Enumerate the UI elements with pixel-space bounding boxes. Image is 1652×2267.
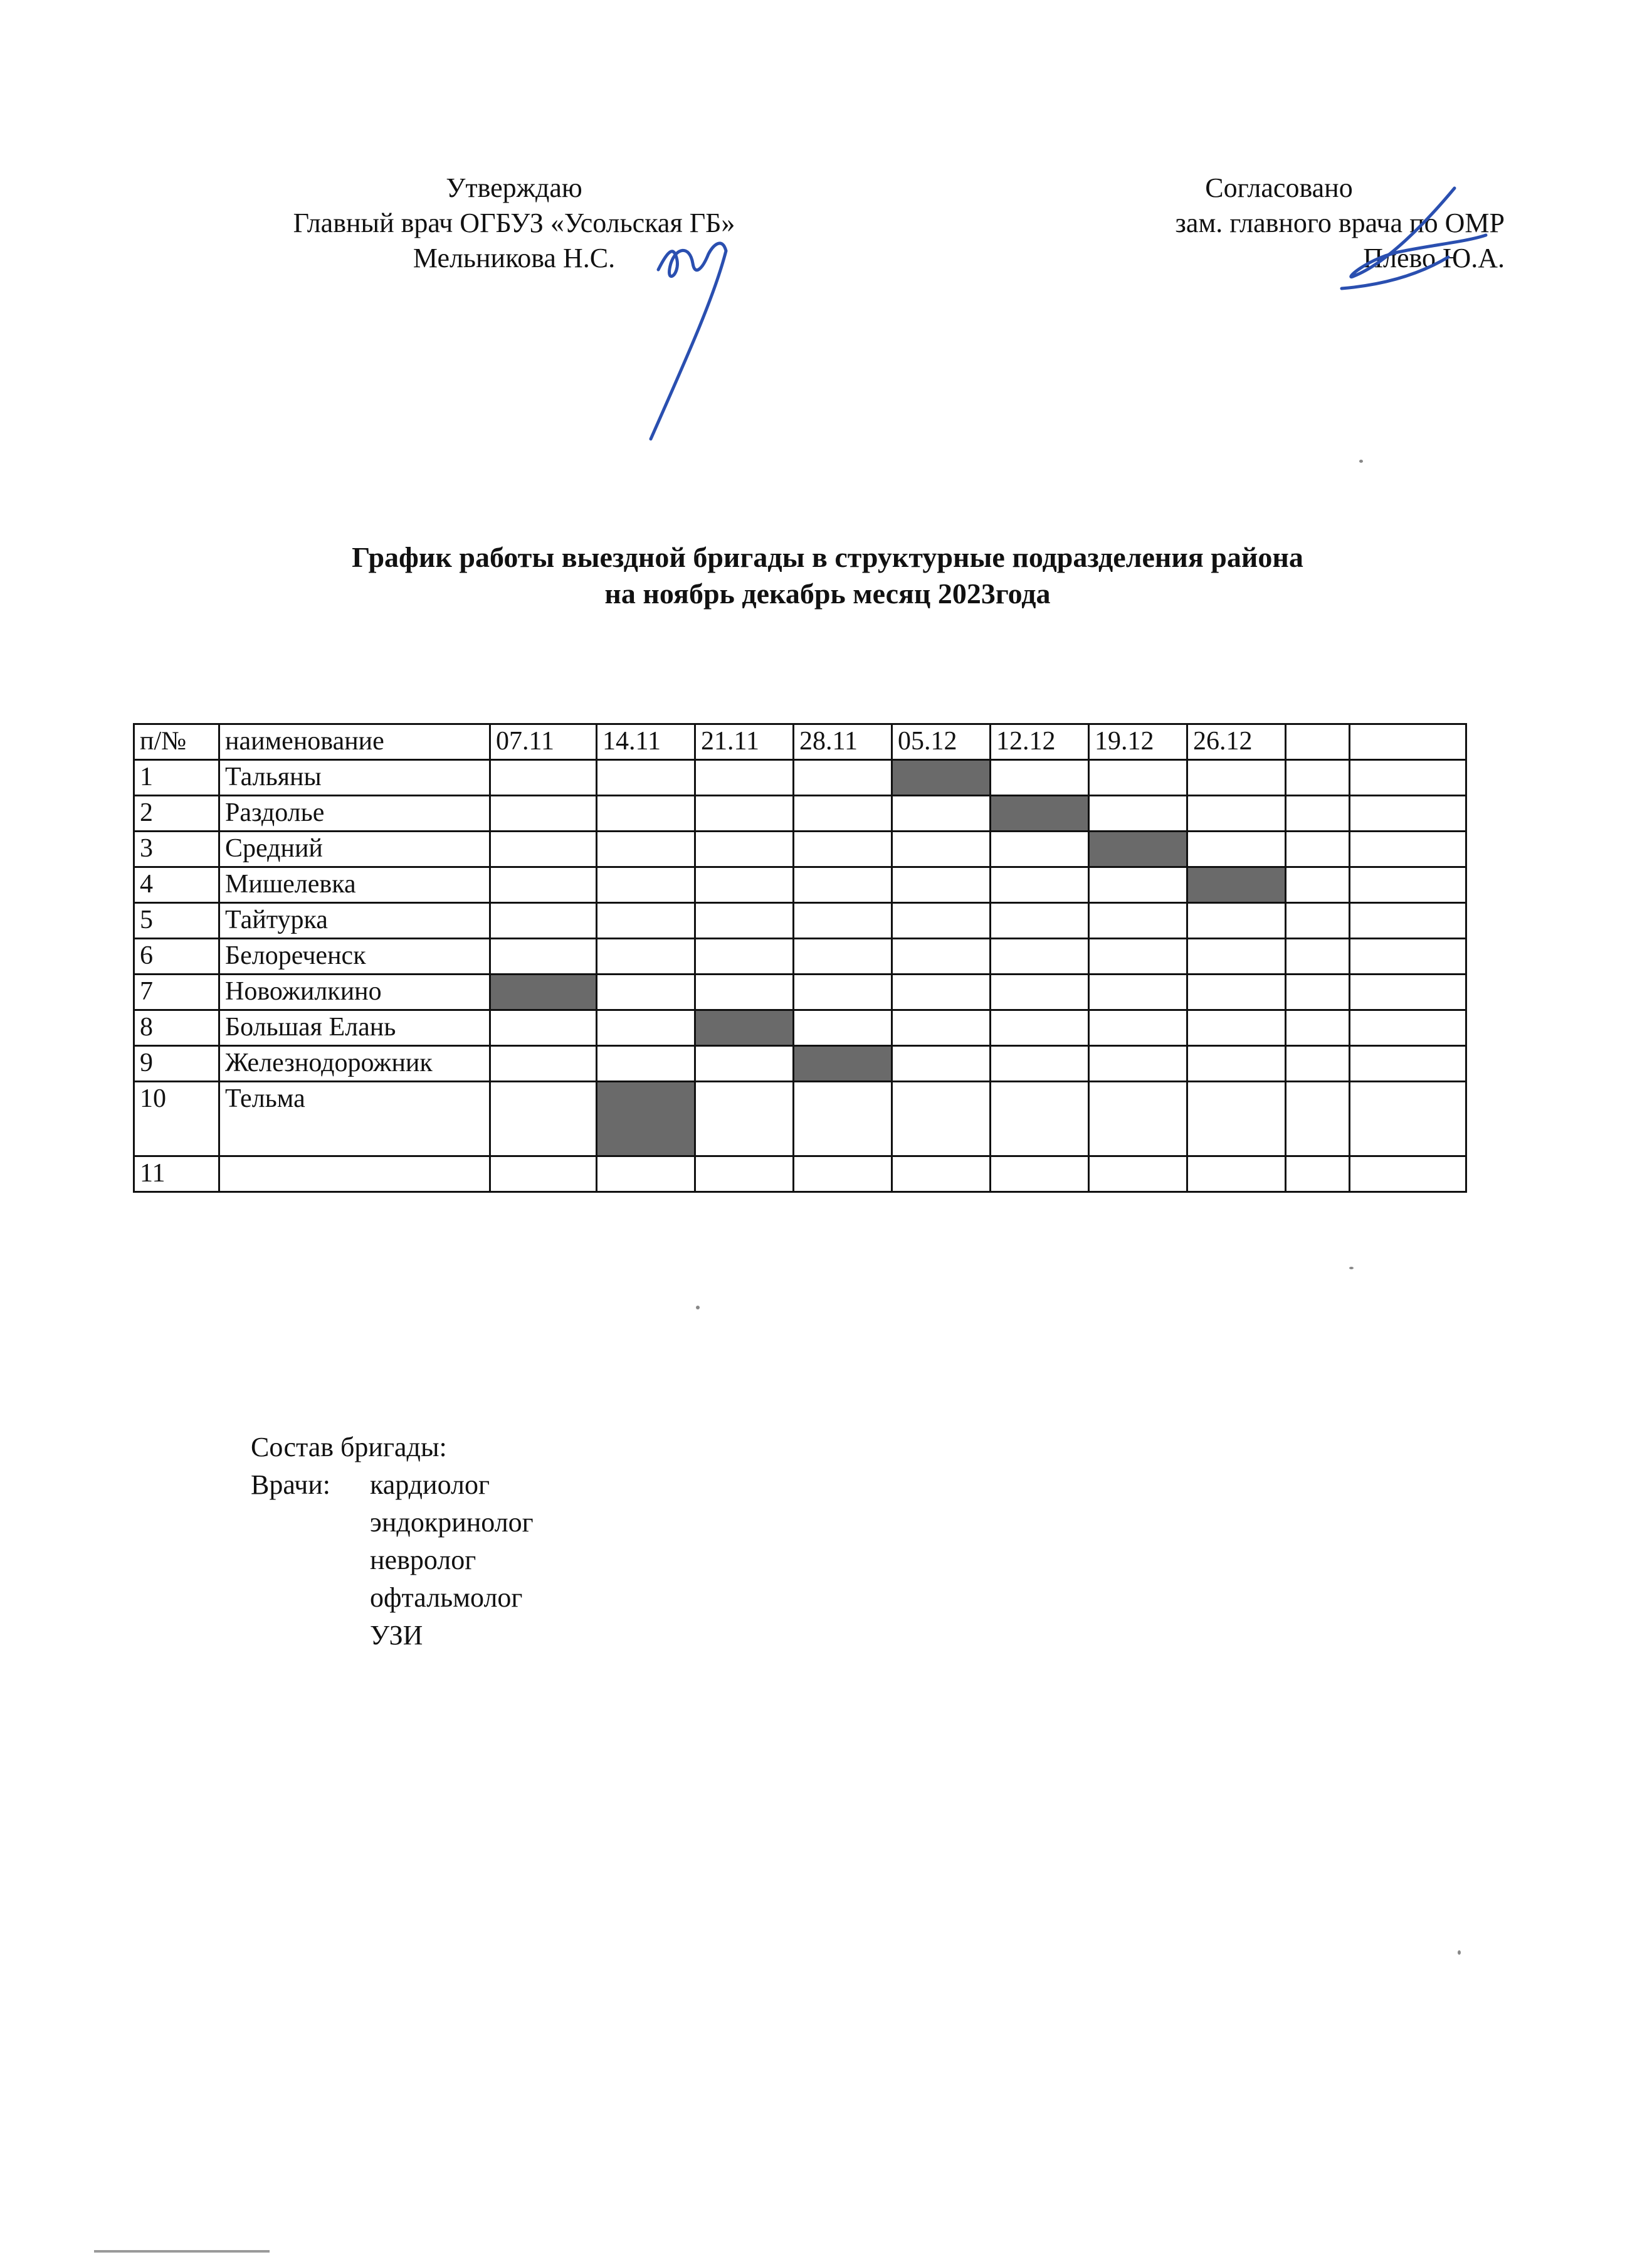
schedule-cell [1350,796,1466,832]
schedule-cell [794,1156,892,1192]
crew-section [251,1429,534,1654]
schedule-cell [1089,939,1187,975]
scheduled-visit-cell [892,760,991,796]
row-number-cell: 11 [134,1156,219,1192]
table-header-row [134,724,1466,760]
doctor-item: офтальмолог [370,1582,523,1613]
schedule-cell [695,939,794,975]
table-header-cell [1350,724,1466,760]
row-number-cell: 4 [134,867,219,903]
table-row [134,796,1466,832]
schedule-cell [892,939,991,975]
schedule-cell [794,867,892,903]
schedule-cell [1350,1082,1466,1156]
schedule-cell [1350,975,1466,1010]
scan-edge-mark [94,2250,270,2253]
schedule-cell [490,1082,597,1156]
schedule-cell [1089,903,1187,939]
table-header-cell [1286,724,1350,760]
schedule-cell [490,939,597,975]
schedule-cell [991,1082,1089,1156]
schedule-cell [1350,1046,1466,1082]
schedule-cell [991,939,1089,975]
row-name-cell: Железнодорожник [219,1046,490,1082]
schedule-cell [892,1046,991,1082]
schedule-cell [1187,760,1286,796]
schedule-cell [1350,760,1466,796]
schedule-cell [695,796,794,832]
doctor-item: УЗИ [370,1620,423,1651]
schedule-cell [1089,1010,1187,1046]
table-header-cell: 28.11 [794,724,892,760]
schedule-cell [1286,1082,1350,1156]
schedule-cell [490,903,597,939]
schedule-cell [1187,1010,1286,1046]
schedule-cell [1187,1156,1286,1192]
schedule-cell [490,867,597,903]
table-row [134,832,1466,867]
row-number-cell: 8 [134,1010,219,1046]
row-number-cell: 9 [134,1046,219,1082]
schedule-cell [1286,1156,1350,1192]
schedule-cell [597,1010,695,1046]
row-name-cell: Белореченск [219,939,490,975]
row-number-cell: 6 [134,939,219,975]
schedule-cell [597,760,695,796]
schedule-cell [1286,939,1350,975]
schedule-cell [1286,1046,1350,1082]
schedule-cell [794,903,892,939]
table-header-cell: 14.11 [597,724,695,760]
schedule-cell [1286,1010,1350,1046]
schedule-cell [597,832,695,867]
schedule-cell [1286,796,1350,832]
document-title [188,539,1467,612]
table-row [134,760,1466,796]
doctors-list [370,1466,534,1654]
approval-heading: Утверждаю [446,172,582,203]
schedule-cell [892,796,991,832]
schedule-cell [490,1156,597,1192]
schedule-cell [1187,1046,1286,1082]
schedule-cell [1286,760,1350,796]
table-header-cell: 26.12 [1187,724,1286,760]
doctors-label: Врачи: [251,1469,331,1500]
schedule-cell [794,796,892,832]
row-name-cell: Средний [219,832,490,867]
row-name-cell: Новожилкино [219,975,490,1010]
table-row [134,867,1466,903]
schedule-cell [1350,1156,1466,1192]
scheduled-visit-cell [1187,867,1286,903]
schedule-cell [991,867,1089,903]
agreement-block [1016,171,1505,276]
schedule-cell [490,796,597,832]
schedule-cell [1286,867,1350,903]
schedule-cell [1187,832,1286,867]
schedule-cell [1187,796,1286,832]
row-name-cell [219,1156,490,1192]
schedule-cell [892,975,991,1010]
schedule-cell [794,760,892,796]
table-header-cell: 07.11 [490,724,597,760]
schedule-cell [1286,903,1350,939]
table-row [134,903,1466,939]
approval-block [245,171,784,276]
schedule-cell [1187,903,1286,939]
schedule-cell [695,903,794,939]
schedule-cell [695,1082,794,1156]
agreement-heading: Согласовано [1205,172,1353,203]
schedule-cell [892,867,991,903]
schedule-cell [597,1156,695,1192]
scheduled-visit-cell [695,1010,794,1046]
schedule-cell [490,1010,597,1046]
table-header-cell: 21.11 [695,724,794,760]
scan-speck [1349,1267,1354,1269]
scan-speck [1359,460,1363,463]
schedule-cell [1350,903,1466,939]
scheduled-visit-cell [991,796,1089,832]
scan-speck [1458,1950,1461,1955]
schedule-cell [1350,939,1466,975]
schedule-cell [695,1046,794,1082]
schedule-cell [597,903,695,939]
approval-position: Главный врач ОГБУЗ «Усольская ГБ» [293,208,735,238]
schedule-cell [1089,975,1187,1010]
schedule-cell [892,903,991,939]
doctor-item: невролог [370,1545,476,1575]
schedule-cell [695,867,794,903]
table-row [134,1010,1466,1046]
row-name-cell: Большая Елань [219,1010,490,1046]
schedule-cell [597,939,695,975]
scheduled-visit-cell [490,975,597,1010]
schedule-cell [794,832,892,867]
schedule-cell [991,832,1089,867]
schedule-cell [1089,1156,1187,1192]
crew-heading: Состав бригады: [251,1432,447,1462]
table-header-cell: 19.12 [1089,724,1187,760]
row-name-cell: Раздолье [219,796,490,832]
schedule-cell [794,975,892,1010]
row-number-cell: 10 [134,1082,219,1156]
title-line-1: График работы выездной бригады в структурные подразделения района [352,541,1303,573]
schedule-cell [1089,1046,1187,1082]
row-name-cell: Тайтурка [219,903,490,939]
table-header-cell: 05.12 [892,724,991,760]
schedule-cell [490,760,597,796]
schedule-cell [490,1046,597,1082]
table-header-cell: наименование [219,724,490,760]
row-name-cell: Тальяны [219,760,490,796]
schedule-cell [1350,832,1466,867]
row-name-cell: Мишелевка [219,867,490,903]
schedule-cell [991,1156,1089,1192]
schedule-cell [892,1010,991,1046]
scheduled-visit-cell [794,1046,892,1082]
schedule-cell [1089,867,1187,903]
schedule-cell [1286,832,1350,867]
schedule-cell [892,1156,991,1192]
schedule-cell [597,1046,695,1082]
table-row [134,1046,1466,1082]
schedule-cell [991,903,1089,939]
row-number-cell: 2 [134,796,219,832]
table-row [134,1156,1466,1192]
schedule-cell [1089,1082,1187,1156]
table-row [134,975,1466,1010]
schedule-cell [597,796,695,832]
schedule-cell [991,1010,1089,1046]
row-number-cell: 1 [134,760,219,796]
schedule-cell [1089,760,1187,796]
schedule-cell [1089,796,1187,832]
scheduled-visit-cell [1089,832,1187,867]
row-number-cell: 5 [134,903,219,939]
schedule-cell [1286,975,1350,1010]
schedule-cell [597,975,695,1010]
schedule-cell [991,975,1089,1010]
schedule-cell [892,832,991,867]
table-header-cell: 12.12 [991,724,1089,760]
schedule-cell [1187,975,1286,1010]
agreement-position: зам. главного врача по ОМР [1175,208,1505,238]
doctor-item: эндокринолог [370,1507,534,1538]
row-number-cell: 7 [134,975,219,1010]
row-number-cell: 3 [134,832,219,867]
row-name-cell: Тельма [219,1082,490,1156]
schedule-cell [490,832,597,867]
schedule-table [133,723,1467,1193]
title-line-2: на ноябрь декабрь месяц 2023года [604,578,1051,610]
schedule-cell [1187,1082,1286,1156]
schedule-cell [695,1156,794,1192]
schedule-cell [1350,867,1466,903]
schedule-cell [991,1046,1089,1082]
table-header-cell: п/№ [134,724,219,760]
schedule-cell [695,760,794,796]
schedule-cell [695,832,794,867]
schedule-cell [695,975,794,1010]
table-row [134,1082,1466,1156]
agreement-person: Плево Ю.А. [1363,243,1505,273]
approval-person: Мельникова Н.С. [413,243,616,273]
schedule-cell [1350,1010,1466,1046]
schedule-cell [991,760,1089,796]
schedule-cell [597,867,695,903]
schedule-cell [1187,939,1286,975]
schedule-cell [892,1082,991,1156]
schedule-cell [794,1010,892,1046]
scan-speck [696,1306,700,1309]
table-row [134,939,1466,975]
schedule-cell [794,939,892,975]
schedule-cell [794,1082,892,1156]
doctor-item: кардиолог [370,1469,490,1500]
scheduled-visit-cell [597,1082,695,1156]
